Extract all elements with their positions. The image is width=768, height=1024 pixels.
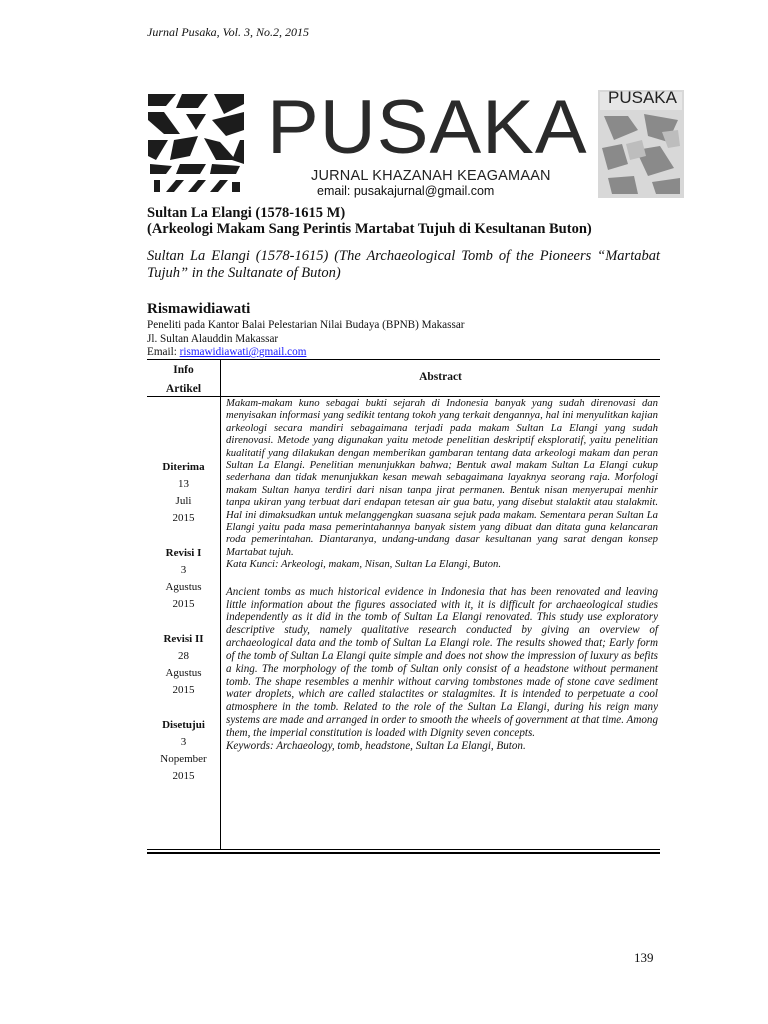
info-header-line-2: Artikel (165, 383, 202, 395)
title-line-1: Sultan La Elangi (1578-1615 M) (147, 205, 346, 221)
date-day: 28 (178, 650, 189, 662)
date-year: 2015 (172, 512, 195, 524)
date-spacer (147, 699, 220, 717)
title-line-2: (Arkeologi Makam Sang Perintis Martabat Tujuh di Kesultanan Buton) (147, 221, 592, 237)
date-revision-2 (147, 631, 220, 699)
cover-title: PUSAKA (608, 88, 677, 107)
affiliation-line-1: Peneliti pada Kantor Balai Pelestarian Nilai Budaya (BPNB) Makassar (147, 319, 465, 331)
keywords-indonesian: Kata Kunci: Arkeologi, makam, Nisan, Sultan La Elangi, Buton. (226, 558, 501, 571)
date-month: Juli (175, 495, 192, 507)
date-month: Agustus (165, 667, 202, 679)
journal-wordmark (249, 85, 594, 198)
journal-email: email: pusakajurnal@gmail.com (317, 184, 495, 198)
abstract-header: Abstract (419, 371, 462, 383)
journal-banner (146, 85, 684, 198)
date-year: 2015 (172, 770, 195, 782)
date-spacer (147, 613, 220, 631)
date-year: 2015 (172, 684, 195, 696)
author-email-line (147, 346, 465, 360)
date-month: Agustus (165, 581, 202, 593)
date-approved (147, 717, 220, 785)
abstract-english: Ancient tombs as much historical evidence in Indonesia that has been renovated and leaving little information about the figures associated with it, it is difficult for archaeological studies independently as it did in the tomb of Sultan La Elangi renovated. This study use exploratory descriptive study, namely qualitative research conducted by giving an overview of archaeological data and the tomb of Sultan La Elangi role. The results showed that; Early form of the tomb of Sultan La Elangi quite simple and does not show the impression of luxury as befits a king. The morphology of the tomb of Sultan only consist of a headstone without permanent tomb. The shape resembles a menhir without carving tombstones made of stone cave sediment water droplets, which are called stalactites or stalagmites. It is intended to perpetuate a cool atmosphere in the tomb. Related to the role of the Sultan La Elangi, during his reign many systems are made and arranged in order to smooth the wheels of government at that time. Among them, the imperial constitution is loaded with Dignity seven concepts. (226, 585, 658, 739)
date-day: 3 (180, 564, 187, 576)
date-day: 3 (180, 736, 187, 748)
date-label: Diterima (162, 461, 205, 473)
author-affiliation (147, 319, 465, 360)
date-year: 2015 (172, 598, 195, 610)
date-day: 13 (178, 478, 189, 490)
article-title-english: Sultan La Elangi (1578-1615) (The Archaeological Tomb of the Pioneers “Martabat Tujuh” in the Sultanate of Buton) (147, 248, 660, 281)
date-label: Revisi I (165, 547, 202, 559)
affiliation-line-2: Jl. Sultan Alauddin Makassar (147, 332, 279, 345)
date-label: Disetujui (162, 719, 205, 731)
date-revision-1 (147, 545, 220, 613)
table-column-divider (220, 359, 221, 850)
keywords-english: Keywords: Archaeology, tomb, headstone, Sultan La Elangi, Buton. (226, 739, 526, 752)
abstract-body (226, 397, 658, 753)
email-label: Email: (147, 346, 180, 358)
abstract-indonesian: Makam-makam kuno sebagai bukti sejarah di Indonesia banyak yang sudah direnovasi dan menyisakan informasi yang sedikit tentang tokoh yang terkait dengannya, hal ini menyulitkan kajian arkeologi secara mandiri sebagaimana terjadi pada makam Sultan La Elangi yang sudah direnovasi. Metode yang digunakan yaitu metode penelitian deskriptif eksploratif, yaitu penelitian kualitatif yang dilakukan dengan memberikan gambaran tentang data arkeologi makam dan peran Sultan La Elangi. Penelitian menunjukkan bahwa; Bentuk awal makam Sultan La Elangi cukup sederhana dan tidak menunjukkan kesan mewah sebagaimana layaknya seorang raja. Morfologi makam Sultan hanya terdiri dari nisan tanpa jirat permanen. Bentuk nisan menyerupai menhir tanpa ukiran yang terbuat dari endapan tetesan air gua batu, yang disebut stalaktit atau stalakmit. Hal ini dimaksudkan untuk melanggengkan suasana sejuk pada makam. Sementara peran Sultan La Elangi yaitu pada masa pemerintahannya banyak sistem yang dibuat dan ditata guna kelancaran roda pemerintahan. Diantaranya, undang-undang dasar kesultanan yang sarat dengan konsep Martabat tujuh. (226, 397, 658, 558)
article-title (147, 205, 592, 237)
table-bottom-rule (147, 849, 660, 850)
date-spacer (147, 527, 220, 545)
table-top-rule (147, 359, 660, 360)
article-info-table (147, 359, 660, 855)
wordmark-text: PUSAKA (267, 85, 588, 170)
date-received (147, 459, 220, 527)
article-dates (147, 459, 220, 785)
author-email-link[interactable]: rismawidiawati@gmail.com (179, 346, 307, 358)
info-header (147, 361, 220, 399)
date-label: Revisi II (163, 633, 204, 645)
journal-reference: Jurnal Pusaka, Vol. 3, No.2, 2015 (147, 25, 309, 39)
page-number: 139 (634, 950, 654, 965)
author-name: Rismawidiawati (147, 301, 251, 317)
info-header-line-1: Info (173, 364, 194, 376)
journal-subtitle: JURNAL KHAZANAH KEAGAMAAN (311, 168, 551, 184)
ornament-logo (146, 90, 246, 198)
table-bottom-rule-thick (147, 852, 660, 854)
date-month: Nopember (160, 753, 207, 765)
